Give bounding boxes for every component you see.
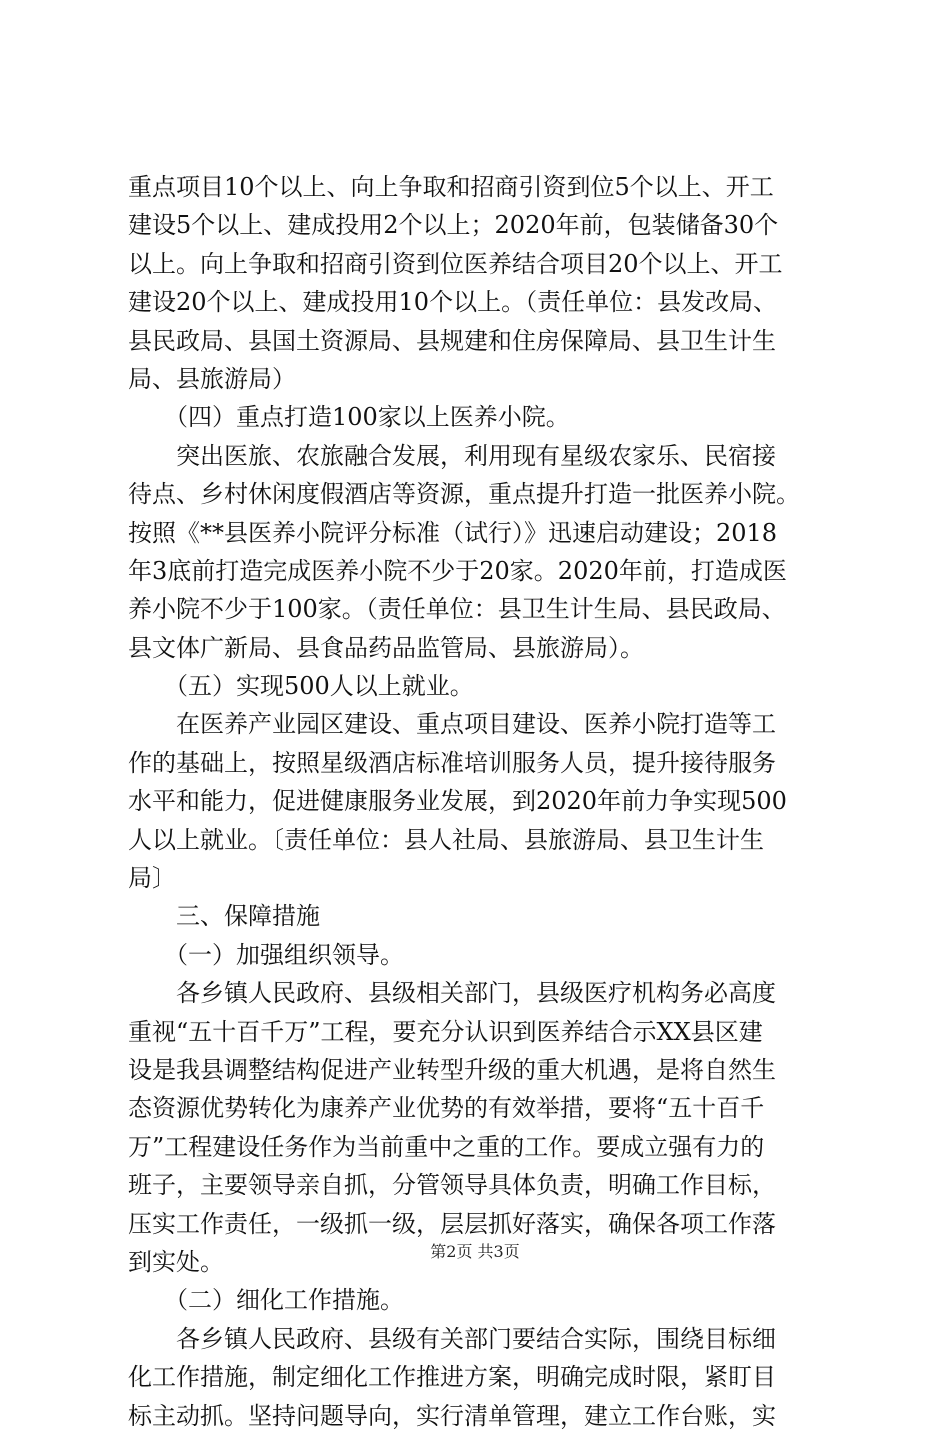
section-heading: （一）加强组织领导。 bbox=[128, 940, 404, 969]
text-line: 各乡镇人民政府、县级有关部门要结合实际，围绕目标细 bbox=[128, 1324, 776, 1353]
section-heading: （四）重点打造100家以上医养小院。 bbox=[128, 403, 570, 432]
text-line: 突出医旅、农旅融合发展，利用现有星级农家乐、民宿接 bbox=[128, 441, 776, 470]
text-line: 重点项目10个以上、向上争取和招商引资到位5个以上、开工 bbox=[128, 173, 774, 201]
text-line: 态资源优势转化为康养产业优势的有效举措，要将“五十百千 bbox=[128, 1094, 765, 1123]
text-line: 建设5个以上、建成投用2个以上；2020年前，包装储备30个 bbox=[128, 211, 779, 240]
text-line: 县文体广新局、县食品药品监管局、县旅游局）。 bbox=[128, 633, 644, 662]
text-line: 县民政局、县国土资源局、县规建和住房保障局、县卫生计生 bbox=[128, 326, 776, 355]
text-line: 在医养产业园区建设、重点项目建设、医养小院打造等工 bbox=[128, 710, 776, 739]
section-heading: 三、保障措施 bbox=[128, 902, 320, 931]
text-line: 水平和能力，促进健康服务业发展，到2020年前力争实现500 bbox=[128, 787, 787, 816]
text-line: 按照《**县医养小院评分标准（试行）》迅速启动建设；2018 bbox=[128, 518, 778, 547]
text-line: 养小院不少于100家。（责任单位：县卫生计生局、县民政局、 bbox=[128, 595, 786, 624]
text-line: 作的基础上，按照星级酒店标准培训服务人员，提升接待服务 bbox=[128, 748, 776, 777]
text-line: 建设20个以上、建成投用10个以上。（责任单位：县发改局、 bbox=[128, 288, 778, 317]
text-line: 标主动抓。坚持问题导向，实行清单管理，建立工作台账，实 bbox=[128, 1401, 776, 1430]
text-line: 到实处。 bbox=[128, 1247, 224, 1276]
text-line: 局、县旅游局） bbox=[128, 364, 296, 393]
text-line: 局〕 bbox=[128, 864, 176, 893]
text-line: 压实工作责任，一级抓一级，层层抓好落实，确保各项工作落 bbox=[128, 1209, 776, 1238]
text-line: 化工作措施，制定细化工作推进方案，明确完成时限，紧盯目 bbox=[128, 1363, 776, 1392]
text-line: 重视“五十百千万”工程，要充分认识到医养结合示XX县区建 bbox=[128, 1017, 763, 1046]
text-line: 设是我县调整结构促进产业转型升级的重大机遇，是将自然生 bbox=[128, 1055, 776, 1084]
text-line: 以上。向上争取和招商引资到位医养结合项目20个以上、开工 bbox=[128, 249, 783, 278]
text-line: 各乡镇人民政府、县级相关部门，县级医疗机构务必高度 bbox=[128, 979, 776, 1008]
text-line: 人以上就业。〔责任单位：县人社局、县旅游局、县卫生计生 bbox=[128, 825, 764, 854]
text-line: 万”工程建设任务作为当前重中之重的工作。要成立强有力的 bbox=[128, 1132, 765, 1161]
section-heading: （二）细化工作措施。 bbox=[128, 1286, 404, 1315]
page-number-footer: 第2页 共3页 bbox=[430, 1242, 520, 1261]
text-line: 班子，主要领导亲自抓，分管领导具体负责，明确工作目标， bbox=[128, 1171, 776, 1200]
section-heading: （五）实现500人以上就业。 bbox=[128, 672, 474, 701]
text-line: 待点、乡村休闲度假酒店等资源，重点提升打造一批医养小院。 bbox=[128, 480, 800, 509]
text-line: 年3底前打造完成医养小院不少于20家。2020年前，打造成医 bbox=[128, 556, 787, 585]
